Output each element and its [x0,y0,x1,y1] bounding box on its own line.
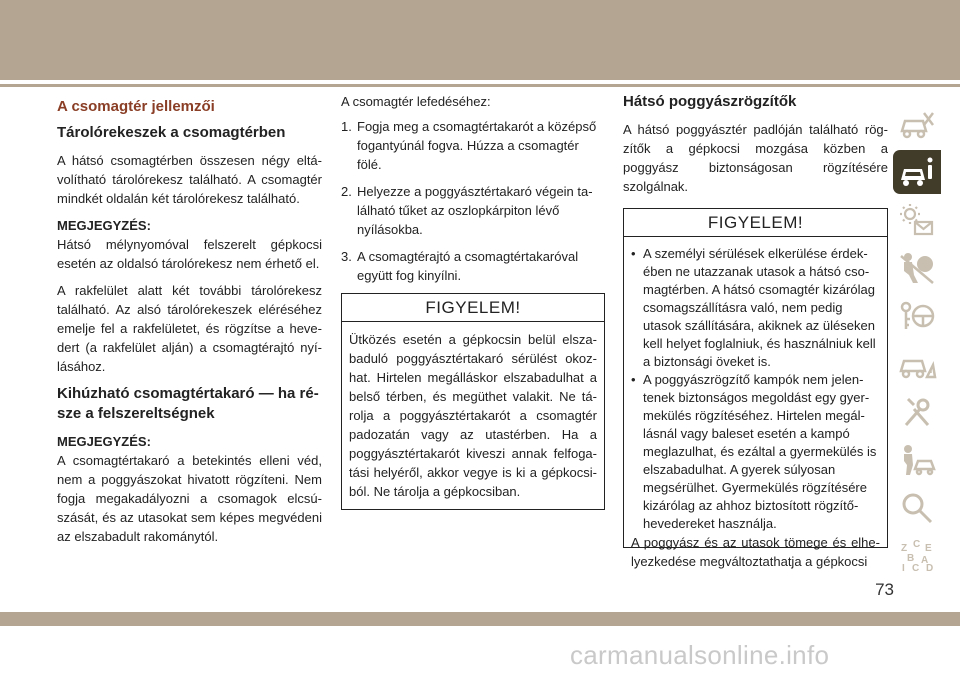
note-label: MEGJEGYZÉS: [57,218,151,233]
bullet-text: A személyi sérülések elkerülése érdekében ne utazzanak utasok a hátsó csomagtérben. A hátsó csomagtér kizárólag csomagszállításra való, nem pedig utasok szállítására, akiknek az üléseken kell helyet foglalniuk, és használniuk kell a biztonsági öveket is. [643,246,876,369]
heading-tie-downs: Hátsó poggyászrögzítők [623,93,797,110]
paragraph-tie-downs: A hátsó poggyásztér padlóján található rögzítők a gépkocsi mozgása közben a poggyász biztonságosan rögzítésére szolgálnak. [623,122,888,194]
heading-cargo-cover: Kihúzható csomagtértakaró — ha része a felszereltségnek [57,385,319,422]
alphabet-index-icon [898,539,936,573]
tab-person-car[interactable] [893,438,941,482]
person-airbag-icon [898,251,936,285]
warning-title: FIGYELEM! [624,209,887,237]
car-info-icon [898,155,936,189]
warning-title: FIGYELEM! [342,294,604,322]
search-icon [898,491,936,525]
svg-text:I: I [902,563,905,574]
step-text: A csomagtérajtó a csomagtértakaróval együtt fog kinyílni. [357,249,579,283]
step-item [341,117,605,174]
tab-car-hazard[interactable] [893,342,941,386]
column-3 [623,92,888,569]
warning-box-cover [341,293,605,510]
step-item [341,182,605,239]
step-text: Fogja meg a csomagtértakarót a középső fogantyúnál fogva. Húzza a csomagtér fölé. [357,119,597,172]
sun-mail-icon [898,203,936,237]
tab-person-airbag[interactable] [893,246,941,290]
tab-tools[interactable] [893,390,941,434]
bullet-dot: • [631,372,636,387]
svg-text:Z: Z [901,543,908,554]
column-2 [341,92,605,510]
step-number: 3. [341,249,352,264]
watermark: carmanualsonline.info [570,640,830,670]
tab-index[interactable] [893,534,941,578]
note-text: Hátsó mélynyomóval felszerelt gépkocsi esetén az oldalsó tárolórekesz nem érhető el. [57,237,322,271]
tab-car-info[interactable] [893,150,941,194]
svg-text:B: B [907,553,915,564]
warning-bullets [631,245,880,533]
note-subwoofer [57,216,322,273]
tools-icon [898,395,936,429]
bullet-dot: • [631,246,636,261]
key-steering-wheel-icon [898,299,936,333]
steps-intro: A csomagtér lefedéséhez: [341,94,491,109]
note-label: MEGJEGYZÉS: [57,434,151,449]
tab-sun-mail[interactable] [893,198,941,242]
tab-car-warning[interactable] [893,102,941,146]
warning-box-tie-downs [623,208,888,569]
warning-text: Ütközés esetén a gépkocsin belül elszabaduló poggyásztértakaró sérülést okozhat. Hirtelen megálláskor elszabadulhat a belső térben, és megüthet valakit. Ne tárolja a poggyásztértakarót a csomagtér padozatán vagy az utastérben. Ha a poggyásztértakarót kiveszi annak felfogatási helyéről, akkor vegye is ki a gépkocsiból. Ne tárolja a gépkocsiban. [349,332,597,499]
step-item [341,247,605,285]
section-title: A csomagtér jellemzői [57,98,215,115]
bullet-text: A poggyászrögzítő kampók nem jelentenek biztonságos megoldást egy gyermekülés rögzítéséhez. Hirtelen megállásnál vagy baleset esetén a kampó meglazulhat, és ezáltal a gyermekülés is elszabadulhat. A gyerek súlyosan megsérülhet. Gyermekülés rögzítésére kizárólag az ahhoz biztosított rögzítőhevedereket használja. [643,372,877,531]
bullet-item [631,371,880,533]
tab-search[interactable] [893,486,941,530]
step-number: 2. [341,184,352,199]
person-car-icon [898,443,936,477]
svg-text:E: E [925,543,932,554]
svg-text:C: C [913,539,921,550]
steps-list [341,117,605,285]
header-rule [0,84,960,87]
svg-text:C: C [912,563,920,574]
step-text: Helyezze a poggyásztértakaró végein található tűket az oszlopkárpiton lévő nyílásokba. [357,184,593,237]
car-hazard-icon [898,347,936,381]
bullet-item [631,245,880,371]
warning-tail-text: A poggyász és az utasok tömege és elhelyezkedése megváltoztathatja a gépkocsi [631,535,880,569]
step-number: 1. [341,119,352,134]
header-band [0,0,960,80]
paragraph-lower-bins: A rakfelület alatt két további tárolórekesz található. Az alsó tárolórekeszek eléréséhez emelje fel a rakfelületet, és rögzítse a hevedert (a rakfelület alján) a csomagtérajtó nyílásához. [57,283,322,374]
tab-key-steering[interactable] [893,294,941,338]
chapter-tabs [893,102,941,582]
column-1 [57,92,322,554]
svg-text:A: A [921,555,929,566]
note-text: A csomagtértakaró a betekintés elleni véd, nem a poggyászokat hivatott rögzíteni. Nem fogja megakadályozni a csomagok elcsúszását, és az utasokat sem képes megvédeni az elszabadult rakománytól. [57,453,322,544]
paragraph-storage: A hátsó csomagtérben összesen négy eltávolítható tárolórekesz található. A csomagtér mindkét oldalán két tárolórekesz található. [57,153,322,206]
svg-text:D: D [926,563,934,574]
note-cargo-cover [57,432,322,546]
page-number: 73 [875,580,894,599]
heading-storage-bins: Tárolórekeszek a csomagtérben [57,124,286,141]
car-warning-icon [898,107,936,141]
footer-band [0,612,960,626]
